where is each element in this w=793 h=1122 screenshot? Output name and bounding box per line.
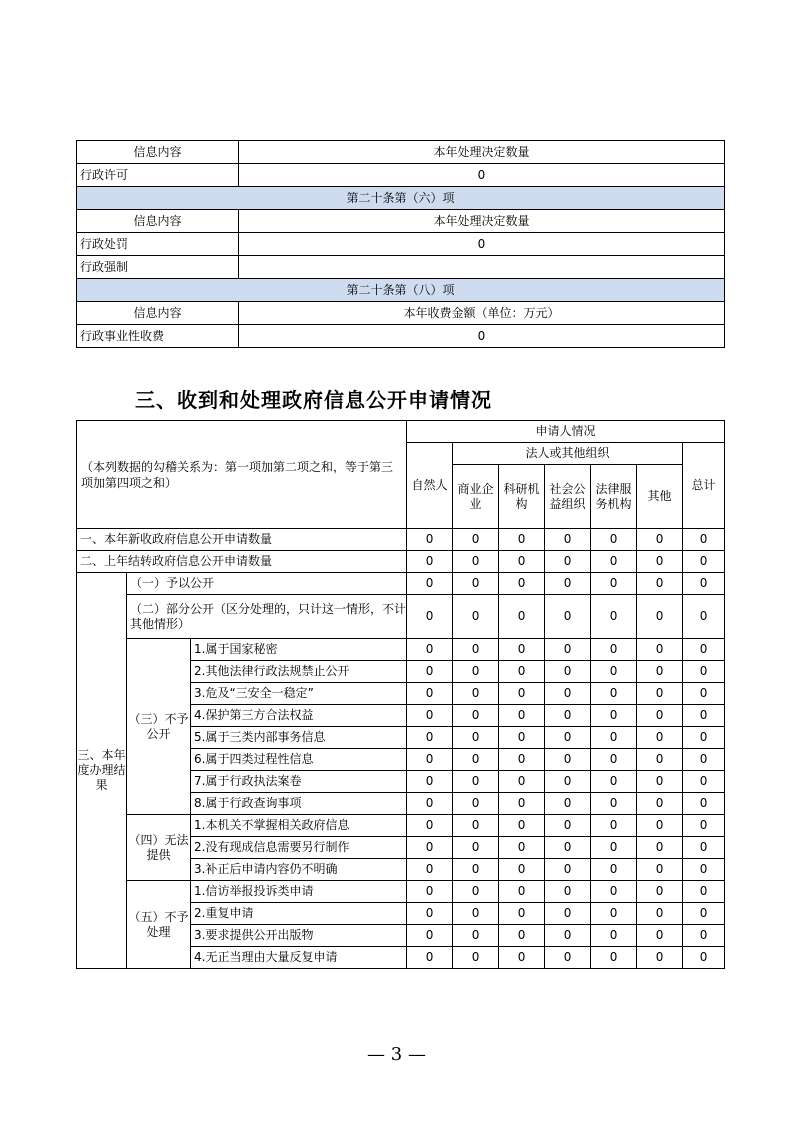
cell: 0 [637, 683, 683, 705]
cell: 0 [545, 639, 591, 661]
cell: 0 [453, 661, 499, 683]
cell: 0 [637, 573, 683, 595]
cell: 0 [499, 903, 545, 925]
table-row [77, 573, 725, 595]
cell: 0 [591, 793, 637, 815]
column-header-decision-count: 本年处理决定数量 [239, 210, 725, 233]
cell: 0 [453, 903, 499, 925]
cell: 0 [591, 727, 637, 749]
cell: 0 [453, 551, 499, 573]
col-natural-person: 自然人 [407, 443, 453, 529]
cell: 0 [637, 815, 683, 837]
table-row [77, 815, 725, 837]
cell: 0 [683, 903, 725, 925]
cell: 0 [545, 771, 591, 793]
cell: 0 [637, 771, 683, 793]
cell: 0 [637, 595, 683, 639]
legal-entity-header: 法人或其他组织 [453, 443, 683, 465]
row-label: 1.本机关不掌握相关政府信息 [191, 815, 407, 837]
cell: 0 [683, 573, 725, 595]
row-label: 2.没有现成信息需要另行制作 [191, 837, 407, 859]
cell: 0 [545, 925, 591, 947]
table-row [77, 529, 725, 551]
column-header-decision-count: 本年处理决定数量 [239, 141, 725, 164]
row-label: （二）部分公开（区分处理的，只计这一情形，不计其他情形） [127, 595, 407, 639]
row-label: 2.其他法律行政法规禁止公开 [191, 661, 407, 683]
cell: 0 [499, 771, 545, 793]
cell: 0 [407, 639, 453, 661]
cell: 0 [591, 551, 637, 573]
cell: 0 [591, 595, 637, 639]
cell: 0 [591, 903, 637, 925]
cell: 0 [453, 771, 499, 793]
col-business: 商业企业 [453, 465, 499, 529]
cell: 0 [545, 837, 591, 859]
cell: 0 [591, 661, 637, 683]
cell: 0 [407, 705, 453, 727]
cell: 0 [499, 793, 545, 815]
table-row [77, 639, 725, 661]
cell: 0 [407, 881, 453, 903]
cell: 0 [637, 529, 683, 551]
cell: 0 [591, 881, 637, 903]
cell: 0 [453, 947, 499, 969]
cell: 0 [683, 947, 725, 969]
not-processed-group-label: （五）不予处理 [127, 881, 191, 969]
cell: 0 [637, 925, 683, 947]
column-header-fee-amount: 本年收费金额（单位：万元） [239, 302, 725, 325]
table-row [77, 164, 725, 187]
cell: 0 [545, 661, 591, 683]
cell: 0 [453, 837, 499, 859]
cell: 0 [407, 573, 453, 595]
cell: 0 [683, 749, 725, 771]
cell: 0 [683, 881, 725, 903]
cell: 0 [637, 947, 683, 969]
cell: 0 [499, 727, 545, 749]
col-research: 科研机构 [499, 465, 545, 529]
cell: 0 [683, 595, 725, 639]
cell: 0 [545, 595, 591, 639]
row-label: 3.危及“三安全一稳定” [191, 683, 407, 705]
cell: 0 [591, 705, 637, 727]
cell: 0 [637, 661, 683, 683]
cell: 0 [499, 529, 545, 551]
cell: 0 [545, 859, 591, 881]
cell: 0 [545, 573, 591, 595]
cell: 0 [683, 727, 725, 749]
row-label: 一、本年新收政府信息公开申请数量 [77, 529, 407, 551]
row-label: 5.属于三类内部事务信息 [191, 727, 407, 749]
row-label: 7.属于行政执法案卷 [191, 771, 407, 793]
cell: 0 [407, 551, 453, 573]
row-value [239, 256, 725, 279]
cell: 0 [407, 661, 453, 683]
cell: 0 [407, 837, 453, 859]
note-cell: （本列数据的勾稽关系为：第一项加第二项之和，等于第三项加第四项之和） [77, 421, 407, 529]
not-disclosed-group-label: （三）不予公开 [127, 639, 191, 815]
cell: 0 [591, 749, 637, 771]
cell: 0 [499, 837, 545, 859]
application-stats-table [76, 420, 725, 969]
cell: 0 [683, 661, 725, 683]
cell: 0 [637, 837, 683, 859]
cell: 0 [499, 925, 545, 947]
cell: 0 [637, 859, 683, 881]
col-total: 总计 [683, 443, 725, 529]
col-other: 其他 [637, 465, 683, 529]
row-label: 3.补正后申请内容仍不明确 [191, 859, 407, 881]
row-label: 4.保护第三方合法权益 [191, 705, 407, 727]
cell: 0 [499, 881, 545, 903]
row-label: 行政处罚 [77, 233, 239, 256]
row-label: 1.信访举报投诉类申请 [191, 881, 407, 903]
cell: 0 [453, 815, 499, 837]
cell: 0 [499, 749, 545, 771]
cell: 0 [453, 749, 499, 771]
table-row [77, 595, 725, 639]
cell: 0 [637, 705, 683, 727]
cell: 0 [499, 639, 545, 661]
cell: 0 [407, 815, 453, 837]
row-value: 0 [239, 325, 725, 348]
cell: 0 [545, 881, 591, 903]
cell: 0 [499, 947, 545, 969]
administrative-stats-table [76, 140, 725, 348]
table-row [77, 325, 725, 348]
cell: 0 [453, 925, 499, 947]
cell: 0 [545, 749, 591, 771]
row-label: 1.属于国家秘密 [191, 639, 407, 661]
cell: 0 [453, 859, 499, 881]
cell: 0 [545, 903, 591, 925]
cell: 0 [683, 639, 725, 661]
row-label: 6.属于四类过程性信息 [191, 749, 407, 771]
cell: 0 [591, 925, 637, 947]
cell: 0 [407, 903, 453, 925]
cell: 0 [545, 947, 591, 969]
cell: 0 [453, 529, 499, 551]
cell: 0 [545, 815, 591, 837]
cell: 0 [637, 903, 683, 925]
section-header: 第二十条第（六）项 [77, 187, 725, 210]
cell: 0 [683, 529, 725, 551]
cell: 0 [407, 749, 453, 771]
cell: 0 [637, 551, 683, 573]
cell: 0 [591, 573, 637, 595]
cell: 0 [499, 551, 545, 573]
row-label: 2.重复申请 [191, 903, 407, 925]
cell: 0 [407, 859, 453, 881]
section-title: 三、收到和处理政府信息公开申请情况 [135, 388, 492, 412]
cell: 0 [545, 793, 591, 815]
cell: 0 [591, 683, 637, 705]
cell: 0 [407, 925, 453, 947]
row-label: 3.要求提供公开出版物 [191, 925, 407, 947]
cell: 0 [637, 749, 683, 771]
section-header: 第二十条第（八）项 [77, 279, 725, 302]
row-label: 行政许可 [77, 164, 239, 187]
table-row [77, 881, 725, 903]
cell: 0 [545, 551, 591, 573]
cell: 0 [453, 595, 499, 639]
col-social: 社会公益组织 [545, 465, 591, 529]
cell: 0 [591, 837, 637, 859]
cell: 0 [407, 771, 453, 793]
unable-provide-group-label: （四）无法提供 [127, 815, 191, 881]
cell: 0 [683, 859, 725, 881]
table-row [77, 551, 725, 573]
cell: 0 [453, 881, 499, 903]
cell: 0 [591, 947, 637, 969]
cell: 0 [637, 639, 683, 661]
cell: 0 [545, 529, 591, 551]
cell: 0 [453, 727, 499, 749]
cell: 0 [637, 793, 683, 815]
col-legal-service: 法律服务机构 [591, 465, 637, 529]
cell: 0 [683, 793, 725, 815]
cell: 0 [499, 573, 545, 595]
cell: 0 [637, 727, 683, 749]
result-group-label: 三、本年度办理结果 [77, 573, 127, 969]
applicant-header: 申请人情况 [407, 421, 725, 443]
table-row [77, 233, 725, 256]
cell: 0 [499, 661, 545, 683]
cell: 0 [453, 683, 499, 705]
cell: 0 [591, 639, 637, 661]
cell: 0 [683, 815, 725, 837]
cell: 0 [683, 705, 725, 727]
cell: 0 [499, 683, 545, 705]
row-label: 8.属于行政查询事项 [191, 793, 407, 815]
cell: 0 [545, 683, 591, 705]
table-row [77, 256, 725, 279]
cell: 0 [591, 859, 637, 881]
cell: 0 [499, 815, 545, 837]
cell: 0 [683, 837, 725, 859]
cell: 0 [407, 683, 453, 705]
cell: 0 [453, 793, 499, 815]
cell: 0 [453, 639, 499, 661]
cell: 0 [453, 705, 499, 727]
cell: 0 [407, 793, 453, 815]
cell: 0 [683, 683, 725, 705]
cell: 0 [407, 727, 453, 749]
cell: 0 [407, 529, 453, 551]
cell: 0 [591, 771, 637, 793]
column-header-info: 信息内容 [77, 141, 239, 164]
cell: 0 [453, 573, 499, 595]
cell: 0 [499, 705, 545, 727]
cell: 0 [499, 595, 545, 639]
row-value: 0 [239, 164, 725, 187]
cell: 0 [683, 925, 725, 947]
cell: 0 [499, 859, 545, 881]
cell: 0 [545, 727, 591, 749]
cell: 0 [591, 529, 637, 551]
page-number: — 3 — [367, 1044, 426, 1065]
cell: 0 [637, 881, 683, 903]
cell: 0 [683, 771, 725, 793]
row-value: 0 [239, 233, 725, 256]
cell: 0 [407, 947, 453, 969]
row-label: 行政事业性收费 [77, 325, 239, 348]
column-header-info: 信息内容 [77, 302, 239, 325]
cell: 0 [407, 595, 453, 639]
cell: 0 [591, 815, 637, 837]
column-header-info: 信息内容 [77, 210, 239, 233]
row-label: （一）予以公开 [127, 573, 407, 595]
cell: 0 [545, 705, 591, 727]
cell: 0 [683, 551, 725, 573]
row-label: 行政强制 [77, 256, 239, 279]
row-label: 4.无正当理由大量反复申请 [191, 947, 407, 969]
row-label: 二、上年结转政府信息公开申请数量 [77, 551, 407, 573]
